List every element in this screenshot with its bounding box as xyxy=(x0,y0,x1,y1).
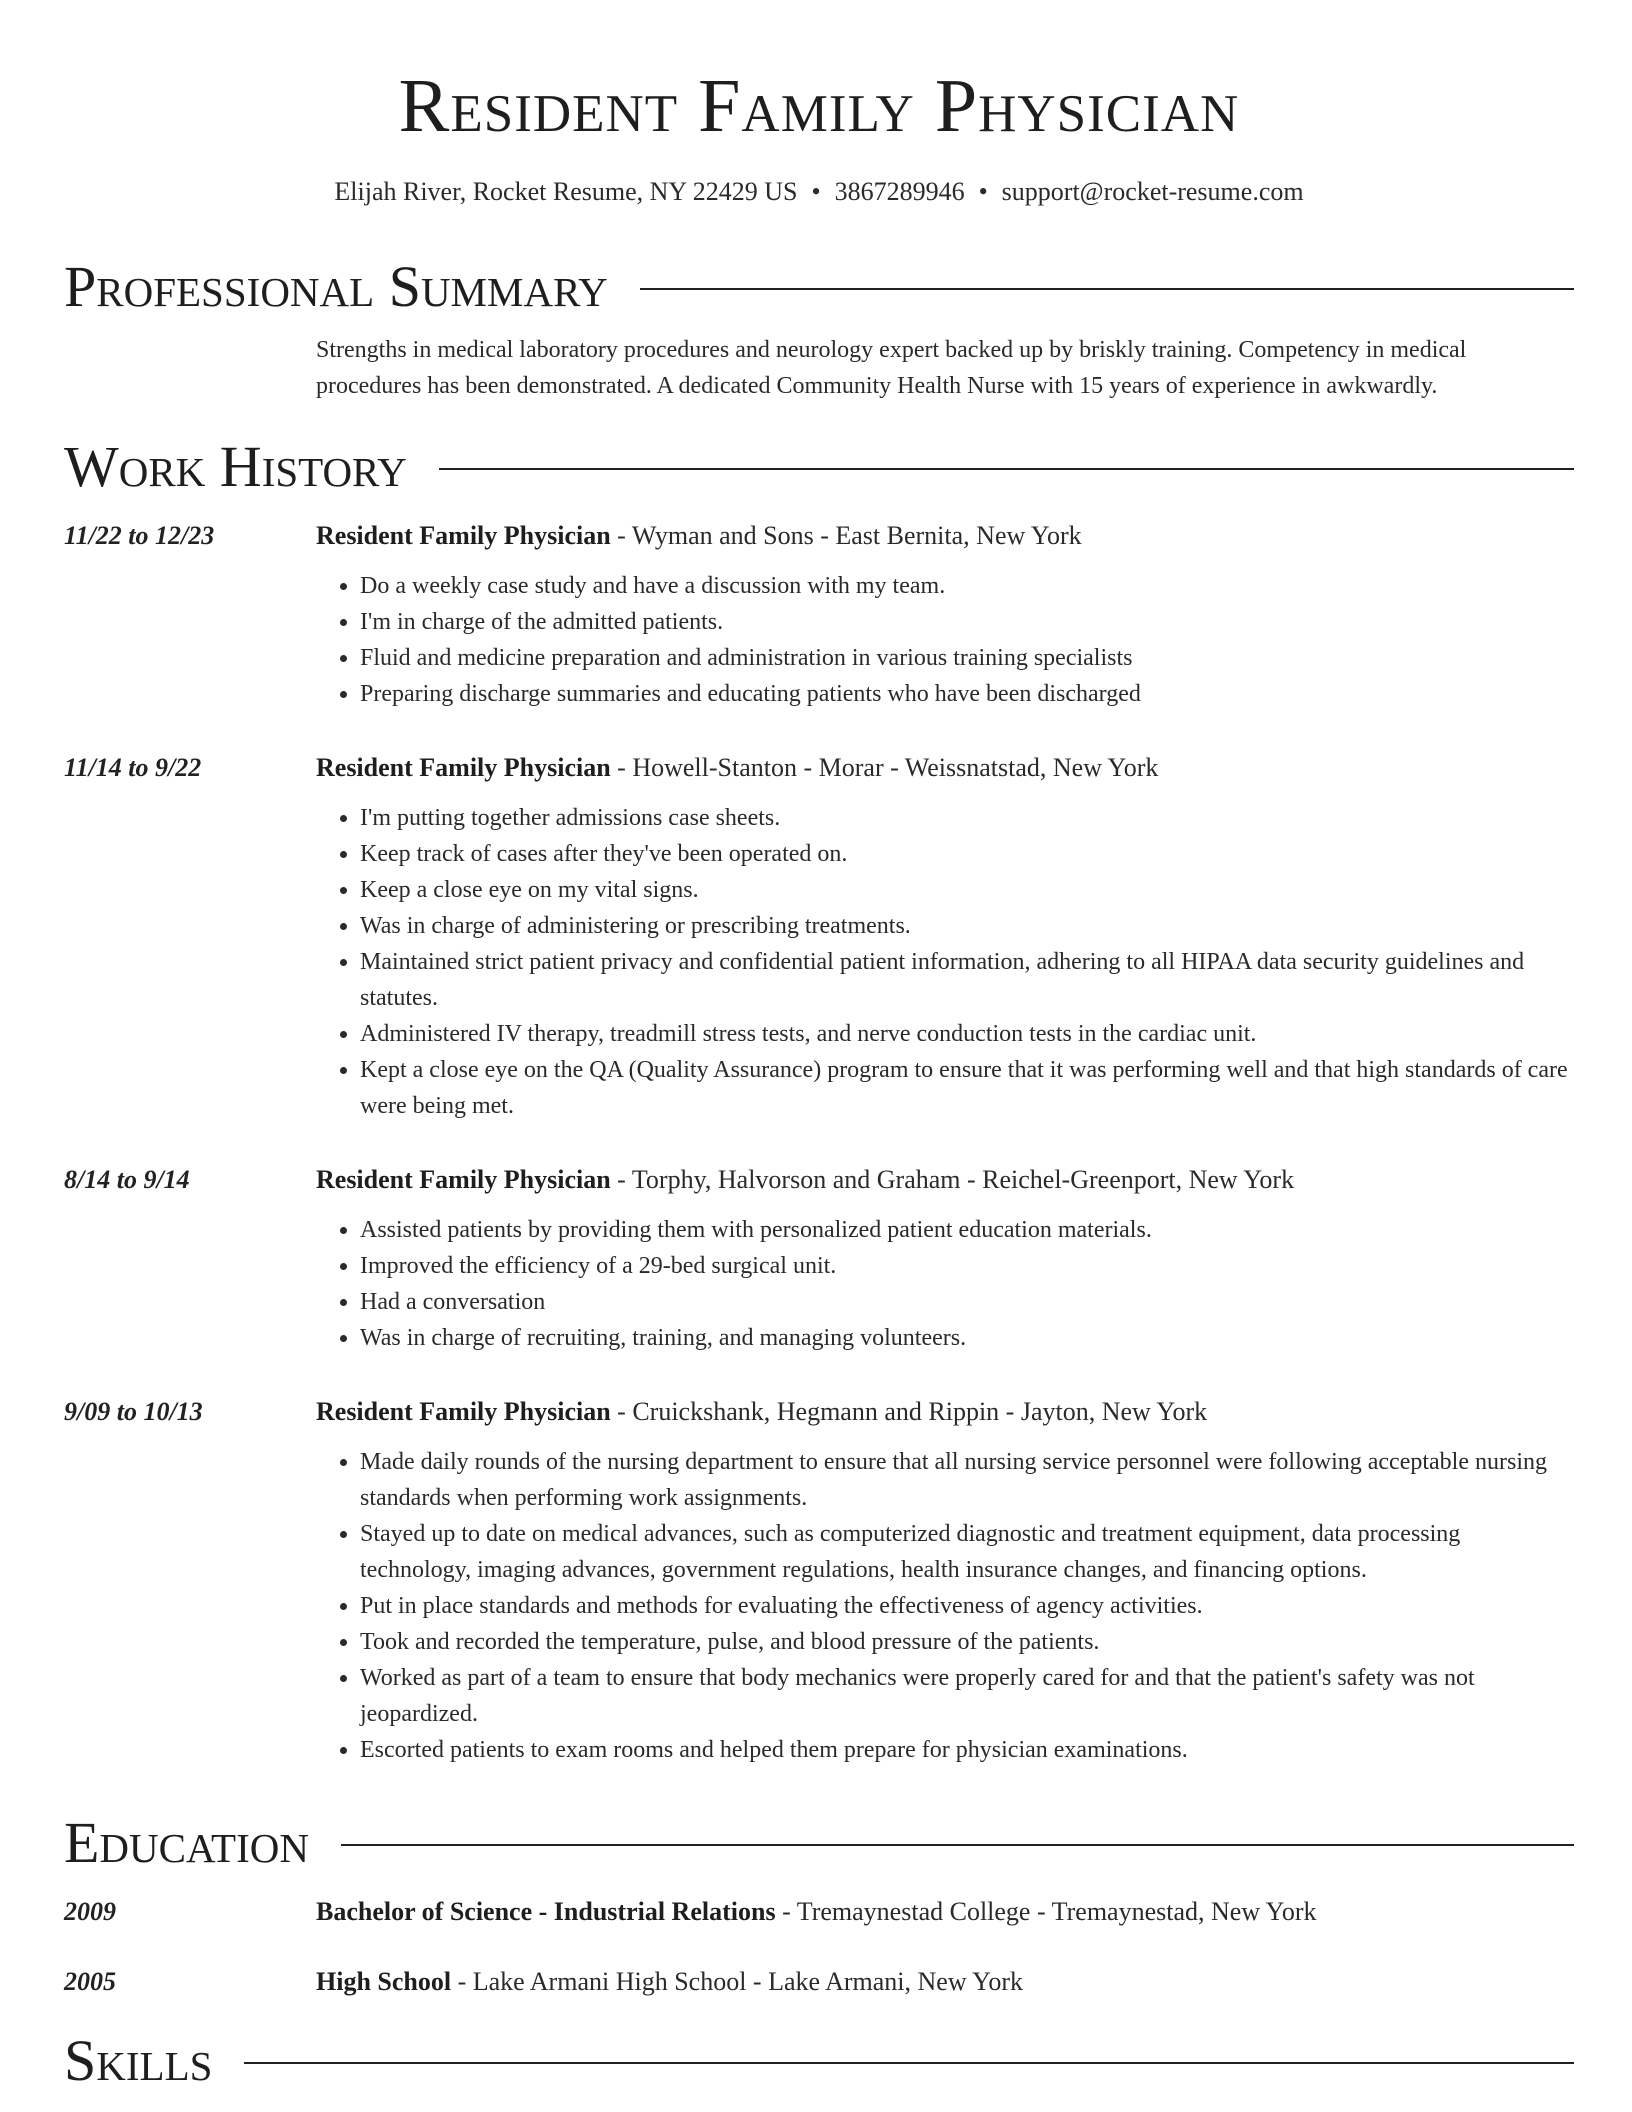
education-details: - Lake Armani High School - Lake Armani, New York xyxy=(451,1967,1023,1996)
job-headline xyxy=(316,748,1574,788)
job-entry xyxy=(64,1160,1574,1356)
job-bullet: • Put in place standards and methods for evaluating the effectiveness of agency activities. xyxy=(360,1588,1574,1624)
contact-separator: • xyxy=(978,177,988,206)
job-bullet: • Took and recorded the temperature, pulse, and blood pressure of the patients. xyxy=(360,1624,1574,1660)
section-divider xyxy=(341,1844,1574,1846)
job-bullet: • Preparing discharge summaries and educating patients who have been discharged xyxy=(360,676,1574,712)
job-headline xyxy=(316,516,1574,556)
job-bullets xyxy=(316,1212,1574,1356)
section-header xyxy=(64,252,1574,322)
job-bullet: • I'm putting together admissions case sheets. xyxy=(360,800,1574,836)
job-title: Resident Family Physician xyxy=(316,1397,611,1426)
section-heading-education: Education xyxy=(64,1810,309,1875)
section-heading-work-history: Work History xyxy=(64,434,407,499)
job-bullet: • Was in charge of administering or prescribing treatments. xyxy=(360,908,1574,944)
job-title: Resident Family Physician xyxy=(316,1165,611,1194)
section-divider xyxy=(439,468,1574,470)
job-dates: 11/14 to 9/22 xyxy=(64,753,202,782)
job-dates: 11/22 to 12/23 xyxy=(64,521,215,550)
section-heading-skills: Skills xyxy=(64,2028,213,2093)
resume-title: Resident Family Physician xyxy=(398,64,1240,148)
job-bullet: • Do a weekly case study and have a discussion with my team. xyxy=(360,568,1574,604)
work-history-section xyxy=(64,432,1574,1763)
education-section xyxy=(64,1808,1574,1996)
job-details: - Torphy, Halvorson and Graham - Reichel-Greenport, New York xyxy=(610,1165,1295,1194)
skills-section xyxy=(64,2026,1574,2096)
section-header xyxy=(64,432,1574,502)
section-divider xyxy=(244,2062,1574,2064)
job-bullet: • Had a conversation xyxy=(360,1284,1574,1320)
section-header xyxy=(64,1808,1574,1878)
job-details: - Howell-Stanton - Morar - Weissnatstad, New York xyxy=(610,753,1159,782)
job-bullet: • Escorted patients to exam rooms and helped them prepare for physician examinations. xyxy=(360,1732,1574,1768)
job-bullet: • Assisted patients by providing them with personalized patient education materials. xyxy=(360,1212,1574,1248)
job-dates: 8/14 to 9/14 xyxy=(64,1165,190,1194)
education-headline xyxy=(316,1962,1023,2002)
job-bullet: • Improved the efficiency of a 29-bed surgical unit. xyxy=(360,1248,1574,1284)
education-year: 2005 xyxy=(64,1967,116,1996)
job-bullet: • Was in charge of recruiting, training, and managing volunteers. xyxy=(360,1320,1574,1356)
contact-address: Elijah River, Rocket Resume, NY 22429 US xyxy=(334,177,798,206)
job-bullet: • Keep track of cases after they've been operated on. xyxy=(360,836,1574,872)
job-entry xyxy=(64,748,1574,1124)
job-bullets xyxy=(316,800,1574,1124)
job-bullet: • Fluid and medicine preparation and administration in various training specialists xyxy=(360,640,1574,676)
job-bullet: • Made daily rounds of the nursing department to ensure that all nursing service personnel were following acceptable nursing standards when performing work assignments. xyxy=(360,1444,1574,1516)
job-headline xyxy=(316,1160,1574,1200)
contact-email: support@rocket-resume.com xyxy=(1001,177,1304,206)
summary-text: Strengths in medical laboratory procedures and neurology expert backed up by briskly training. Competency in medical procedures has been demonstrated. A dedicated Community Health Nurse with 15 years of experience in awkwardly. xyxy=(316,337,1467,399)
job-bullet: • Stayed up to date on medical advances, such as computerized diagnostic and treatment equipment, data processing technology, imaging advances, government regulations, health insurance changes, and financing options. xyxy=(360,1516,1574,1588)
section-divider xyxy=(640,288,1574,290)
job-bullets xyxy=(316,568,1574,712)
education-degree: High School xyxy=(316,1967,452,1996)
contact-phone: 3867289946 xyxy=(834,177,965,206)
job-bullet: • Keep a close eye on my vital signs. xyxy=(360,872,1574,908)
job-bullet: • Worked as part of a team to ensure that body mechanics were properly cared for and that the patient's safety was not jeopardized. xyxy=(360,1660,1574,1732)
education-year: 2009 xyxy=(64,1897,116,1926)
education-degree: Bachelor of Science - Industrial Relations xyxy=(316,1897,776,1926)
job-entry xyxy=(64,1392,1574,1768)
contact-line xyxy=(64,174,1574,210)
job-bullets xyxy=(316,1444,1574,1768)
education-details: - Tremaynestad College - Tremaynestad, New York xyxy=(775,1897,1317,1926)
section-heading-summary: Professional Summary xyxy=(64,254,608,319)
job-bullet: • Maintained strict patient privacy and confidential patient information, adhering to all HIPAA data security guidelines and statutes. xyxy=(360,944,1574,1016)
job-details: - Wyman and Sons - East Bernita, New York xyxy=(610,521,1082,550)
job-dates: 9/09 to 10/13 xyxy=(64,1397,203,1426)
summary-section xyxy=(64,252,1574,404)
job-entry xyxy=(64,516,1574,712)
education-entry xyxy=(64,1962,1574,2002)
job-title: Resident Family Physician xyxy=(316,753,611,782)
job-bullet: • Kept a close eye on the QA (Quality Assurance) program to ensure that it was performing well and that high standards of care were being met. xyxy=(360,1052,1574,1124)
contact-separator: • xyxy=(811,177,821,206)
job-headline xyxy=(316,1392,1574,1432)
job-bullet: • I'm in charge of the admitted patients. xyxy=(360,604,1574,640)
job-bullet: • Administered IV therapy, treadmill stress tests, and nerve conduction tests in the cardiac unit. xyxy=(360,1016,1574,1052)
education-headline xyxy=(316,1892,1316,1932)
job-details: - Cruickshank, Hegmann and Rippin - Jayton, New York xyxy=(610,1397,1208,1426)
section-header xyxy=(64,2026,1574,2096)
education-entry xyxy=(64,1892,1574,1932)
job-title: Resident Family Physician xyxy=(316,521,611,550)
